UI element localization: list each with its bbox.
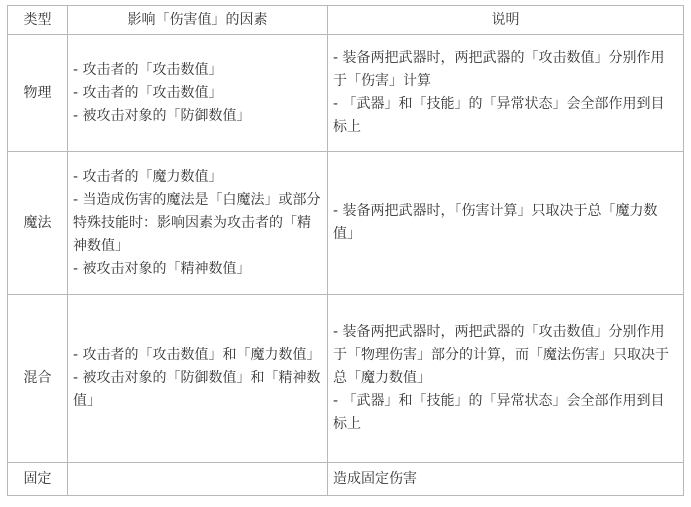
- type-cell: 混合: [8, 295, 68, 463]
- header-type: 类型: [8, 6, 68, 35]
- description-cell: [328, 463, 684, 496]
- type-cell: 魔法: [8, 152, 68, 295]
- description-cell: [328, 152, 684, 295]
- row-mixed: [8, 295, 684, 463]
- description-line: - 装备两把武器时，「伤害计算」只取决于总「魔力数值」: [333, 203, 658, 242]
- header-description: 说明: [328, 6, 684, 35]
- factor-line: - 攻击者的「攻击数值」和「魔力数值」: [73, 347, 321, 363]
- description-line: - 装备两把武器时，两把武器的「攻击数值」分别作用于「物理伤害」部分的计算，而「魔法伤害」只取决于总「魔力数值」: [333, 324, 669, 386]
- description-line: - 装备两把武器时，两把武器的「攻击数值」分别作用于「伤害」计算: [333, 50, 665, 89]
- description-line: 造成固定伤害: [333, 470, 417, 487]
- type-cell: 物理: [8, 35, 68, 152]
- row-fixed: [8, 463, 684, 496]
- description-cell: [328, 295, 684, 463]
- factors-cell: [68, 152, 328, 295]
- row-physical: [8, 35, 684, 152]
- row-magic: [8, 152, 684, 295]
- factor-line: - 被攻击对象的「防御数值」: [73, 107, 251, 124]
- type-cell: 固定: [8, 463, 68, 496]
- description-line: - 「武器」和「技能」的「异常状态」会全部作用到目标上: [333, 393, 665, 432]
- factor-line: - 攻击者的「攻击数值」: [73, 84, 223, 101]
- factors-cell: [68, 463, 328, 496]
- description-cell: [328, 35, 684, 152]
- factor-line: - 被攻击对象的「精神数值」: [73, 260, 251, 277]
- header-factors: 影响「伤害值」的因素: [68, 6, 328, 35]
- header-row: [8, 6, 684, 35]
- factors-cell: [68, 35, 328, 152]
- description-line: - 「武器」和「技能」的「异常状态」会全部作用到目标上: [333, 96, 665, 135]
- factors-cell: [68, 295, 328, 463]
- factor-line: - 当造成伤害的魔法是「白魔法」或部分特殊技能时：影响因素为攻击者的「精神数值」: [73, 191, 321, 254]
- factor-line: - 攻击者的「魔力数值」: [73, 168, 223, 185]
- factor-line: - 攻击者的「攻击数值」: [73, 61, 223, 78]
- damage-type-table: [7, 5, 684, 496]
- factor-line: - 被攻击对象的「防御数值」和「精神数值」: [73, 370, 321, 409]
